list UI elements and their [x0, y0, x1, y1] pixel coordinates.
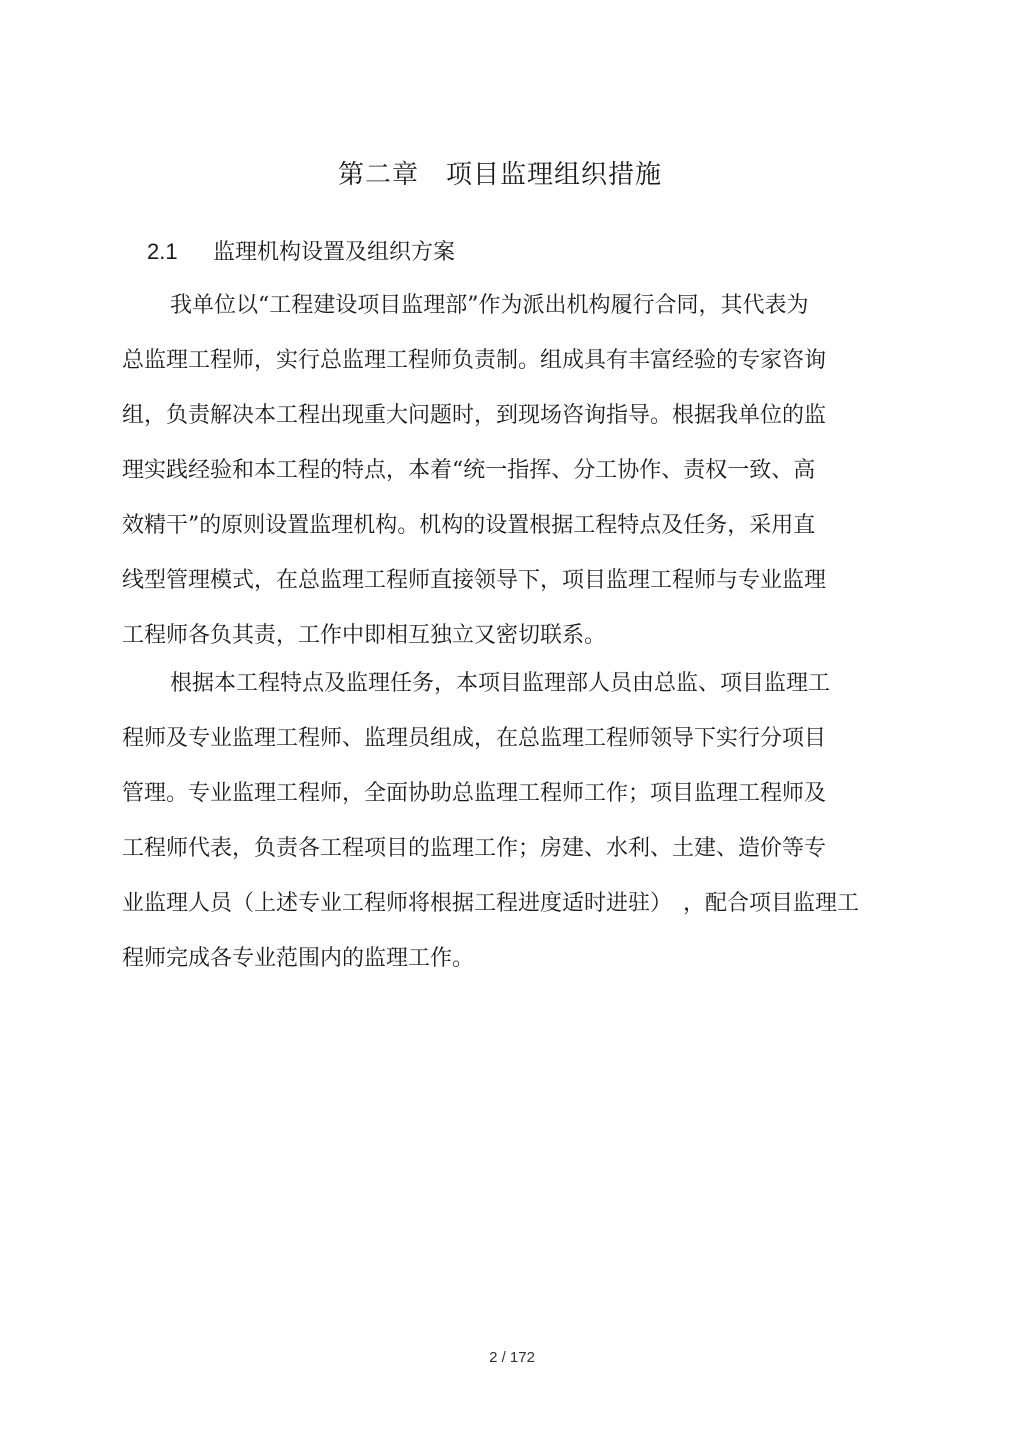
paragraph-line: 线型管理模式，在总监理工程师直接领导下，项目监理工程师与专业监理	[122, 568, 827, 593]
paragraph-line: 理实践经验和本工程的特点，本着“统一指挥、分工协作、责权一致、高	[122, 458, 816, 483]
paragraph-line: 组，负责解决本工程出现重大问题时，到现场咨询指导。根据我单位的监	[122, 403, 827, 428]
paragraph-line: 工程师各负其责，工作中即相互独立又密切联系。	[122, 623, 607, 648]
section-number: 2.1	[147, 239, 178, 264]
paragraph-line: 业监理人员（上述专业工程师将根据工程进度适时进驻） ，配合项目监理工	[122, 891, 860, 916]
section-heading	[147, 234, 455, 271]
paragraph-line: 程师完成各专业范围内的监理工作。	[122, 946, 475, 971]
paragraph-line: 根据本工程特点及监理任务，本项目监理部人员由总监、项目监理工	[170, 671, 831, 696]
page-number: 2 / 172	[489, 1349, 535, 1366]
paragraph-line: 我单位以“工程建设项目监理部”作为派出机构履行合同，其代表为	[170, 293, 809, 318]
chapter-title: 第二章 项目监理组织措施	[337, 160, 662, 190]
paragraph-staffing	[122, 668, 892, 998]
paragraph-line: 工程师代表，负责各工程项目的监理工作；房建、水利、土建、造价等专	[122, 836, 827, 861]
section-title: 监理机构设置及组织方案	[213, 240, 456, 265]
paragraph-line: 总监理工程师，实行总监理工程师负责制。组成具有丰富经验的专家咨询	[122, 348, 827, 373]
paragraph-line: 效精干”的原则设置监理机构。机构的设置根据工程特点及任务，采用直	[122, 513, 816, 538]
paragraph-organization	[122, 290, 892, 675]
paragraph-line: 程师及专业监理工程师、监理员组成，在总监理工程师领导下实行分项目	[122, 726, 827, 751]
paragraph-line: 管理。专业监理工程师，全面协助总监理工程师工作；项目监理工程师及	[122, 781, 827, 806]
